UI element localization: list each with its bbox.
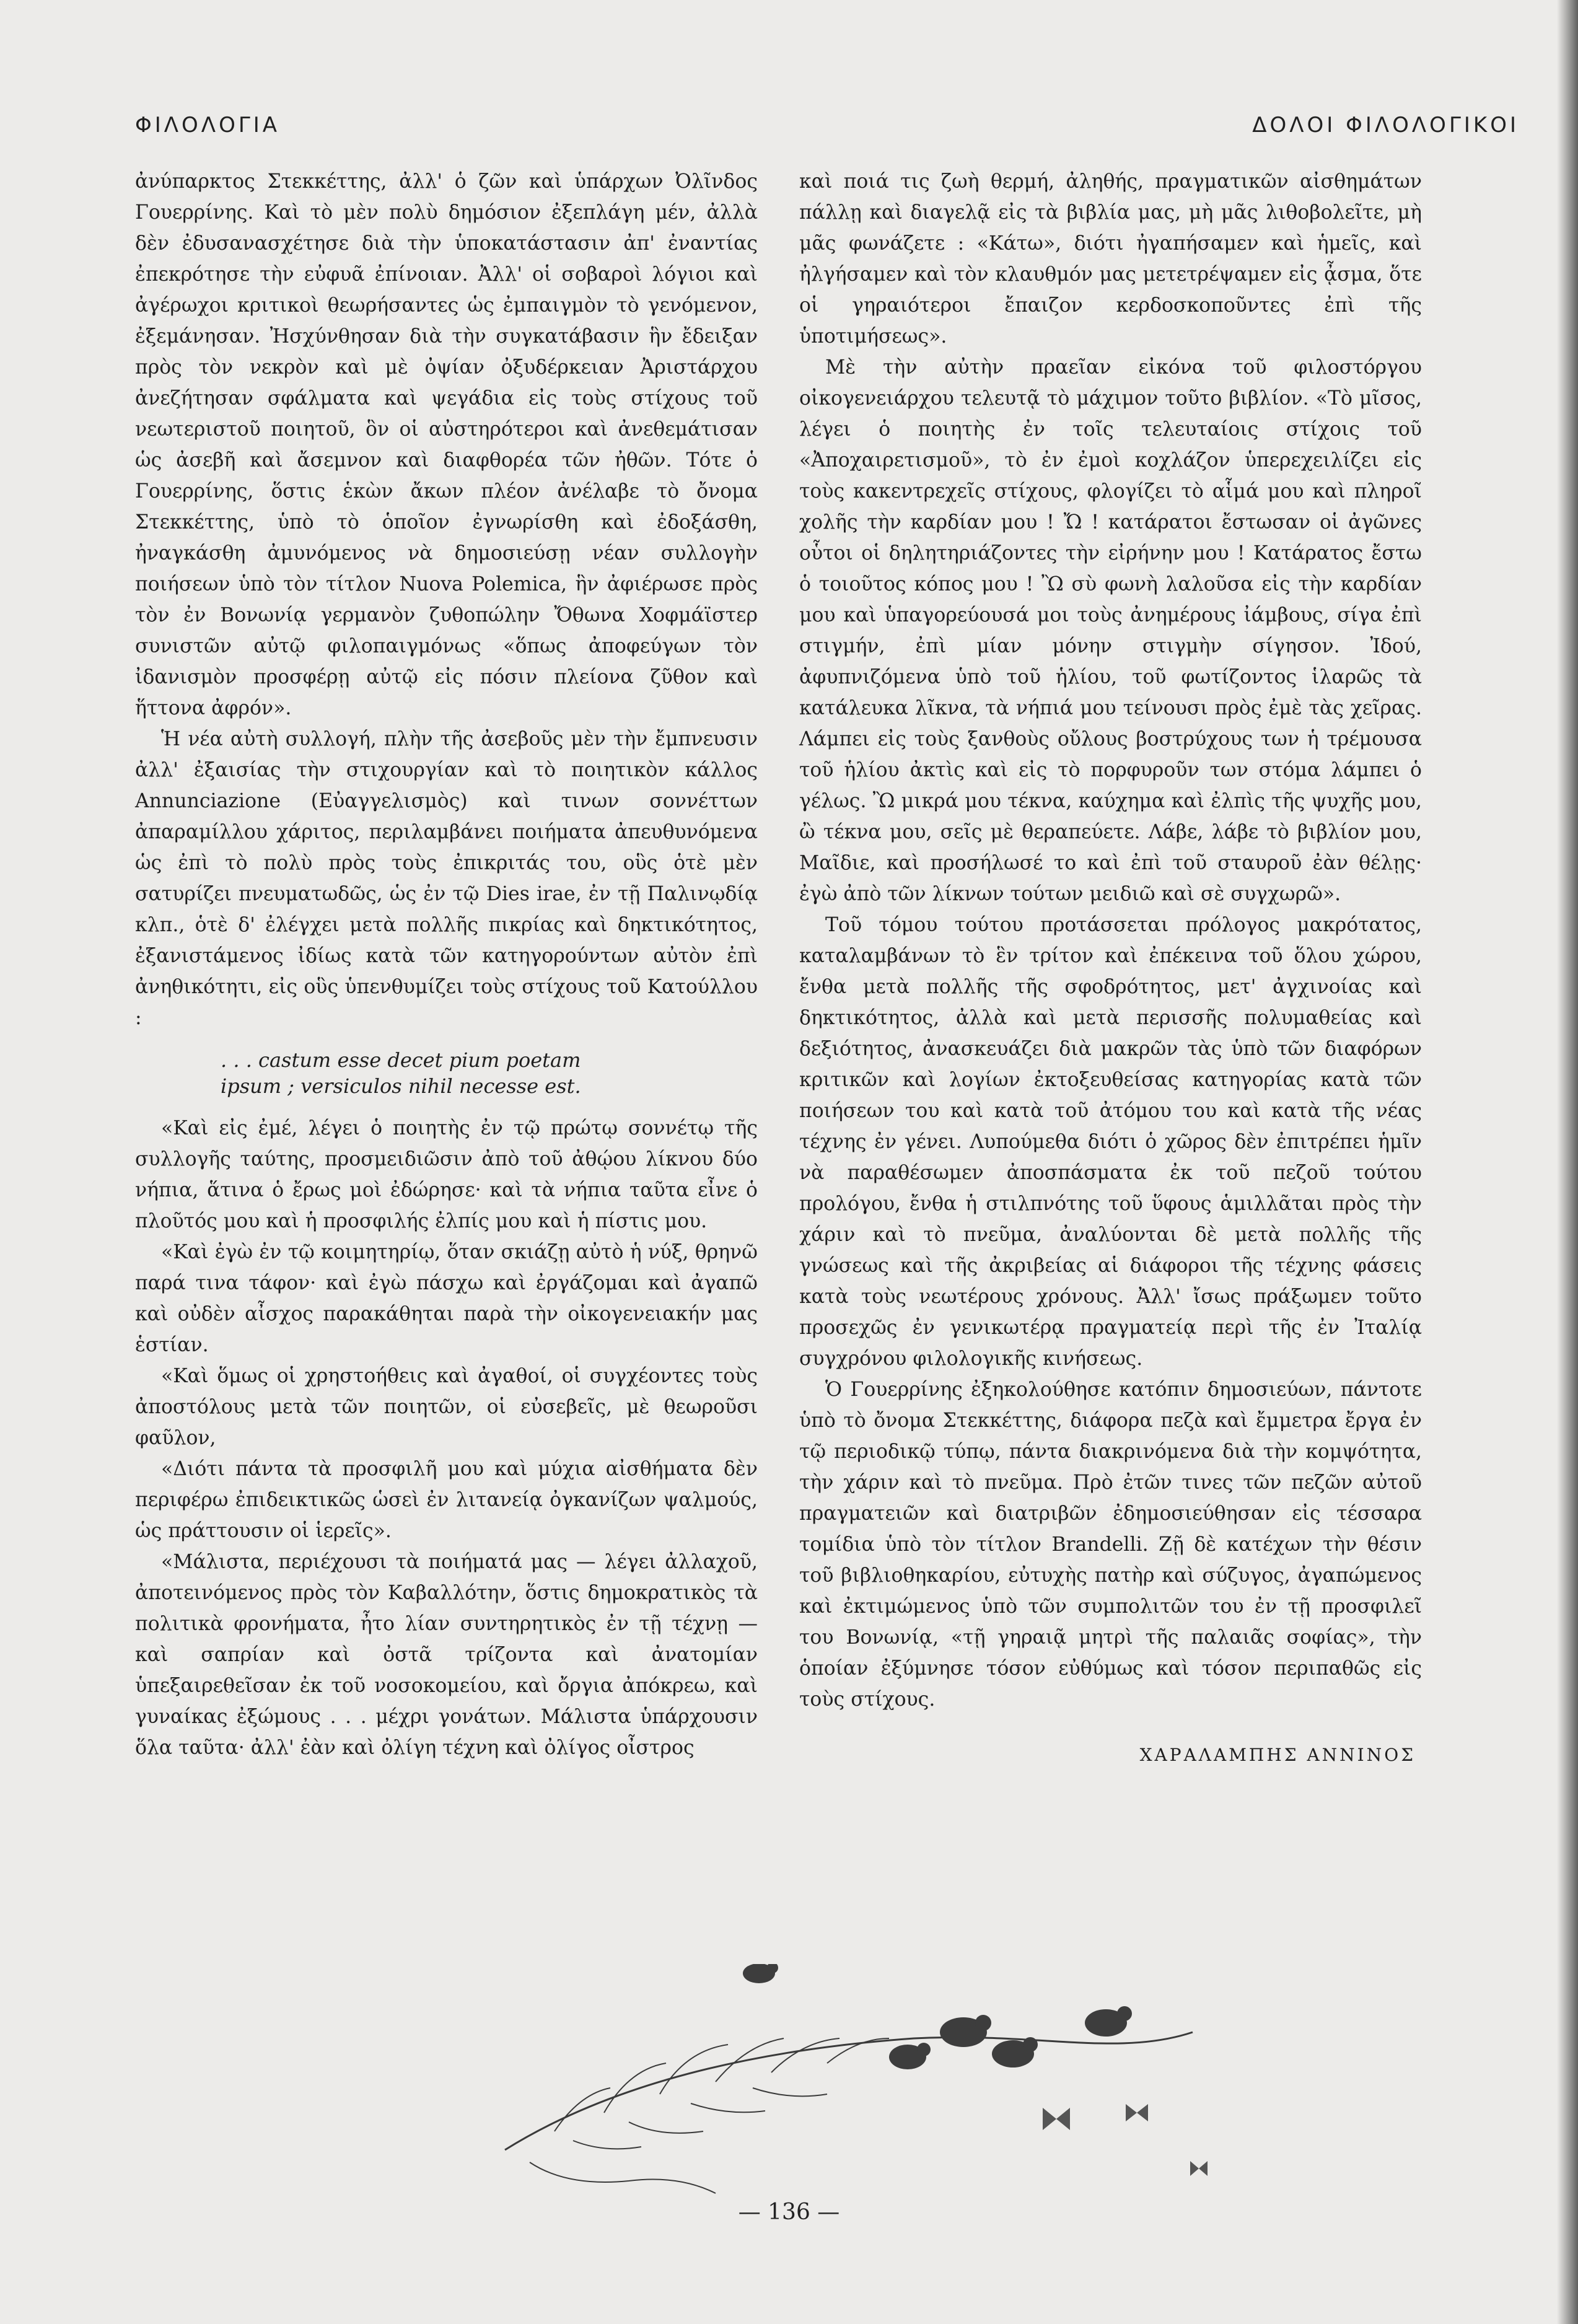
running-head-right: ΔΟΛΟΙ ΦΙΛΟΛΟΓΙΚΟΙ [1252,113,1519,138]
paragraph: Ἡ νέα αὐτὴ συλλογή, πλὴν τῆς ἀσεβοῦς μὲν τὴν ἔμπνευσιν ἀλλ' ἐξαισίας τὴν στιχουργίαν καὶ τὸ ποιητικὸν κάλλος Annunciazione (Εὐαγγελισμὸς) καὶ τινων σοννέττων ἀπαραμίλλου χάριτος, περιλαμβάνει ποιήματα ἀπευθυνόμενα ὡς ἐπὶ τὸ πολὺ πρὸς τοὺς ἐπικριτάς του, οὓς ὁτὲ μὲν σατυρίζει πνευματωδῶς, ὡς ἐν τῷ Dies irae, ἐν τῇ Παλινῳδίᾳ κλπ., ὁτὲ δ' ἐλέγχει μετὰ πολλῆς πικρίας καὶ δηκτικότητος, ἐξανιστάμενος ἰδίως κατὰ τῶν κατηγορούντων αὐτὸν ἐπὶ ἀνηθικότητι, εἰς οὓς ὑπενθυμίζει τοὺς στίχους τοῦ Κατούλλου : [135,728,758,1029]
paragraph: «Καὶ ἐγὼ ἐν τῷ κοιμητηρίῳ, ὅταν σκιάζῃ αὐτὸ ἡ νύξ, θρηνῶ παρά τινα τάφον· καὶ ἐγὼ πάσχω καὶ ἐργάζομαι καὶ ἀγαπῶ καὶ οὐδὲν αἶσχος παρακάθηται παρὰ τὴν οἰκογενειακήν μας ἑστίαν. [135,1241,758,1356]
quill-feather-barbs-lower [573,2088,827,2149]
page-number: — 136 — [738,2199,840,2225]
paragraph: Τοῦ τόμου τούτου προτάσσεται πρόλογος μακρότατος, καταλαμβάνων τὸ ἓν τρίτον καὶ ἐπέκεινα τοῦ ὅλου χώρου, ἔνθα μετὰ πολλῆς τῆς σφοδρότητος, μετ' ἀγχινοίας καὶ δηκτικότητος, ἀλλὰ καὶ μετὰ περισσῆς πολυμαθείας καὶ δεξιότητος, ἀνασκευάζει διὰ μακρῶν τὰς ὑπὸ τῶν διαφόρων κριτικῶν καὶ λογίων ἐκτοξευθείσας κατηγορίας κατὰ τῶν ποιήσεων του καὶ κατὰ τοῦ ἀτόμου του καὶ κατὰ τῆς νέας τέχνης ἐν γένει. Λυπούμεθα διότι ὁ χῶρος δὲν ἐπιτρέπει ἡμῖν νὰ παραθέσωμεν ἀποσπάσματα ἐκ τοῦ πεζοῦ τούτου προλόγου, ἔνθα ἡ στιλπνότης τοῦ ὕφους ἁμιλλᾶται πρὸς τὴν χάριν καὶ τὸ πνεῦμα, ἀναλύονται δὲ μετὰ πολλῆς τῆς γνώσεως καὶ τῆς ἀκριβείας αἱ διάφοροι τῆς τέχνης φάσεις κατὰ τοὺς νεωτέρους χρόνους. Ἀλλ' ἴσως πράξωμεν τοῦτο προσεχῶς ἐν γενικωτέρᾳ πραγματείᾳ περὶ τῆς ἐν Ἰταλίᾳ συγχρόνου φιλολογικῆς κινήσεως. [799,914,1422,1370]
paragraph: Μὲ τὴν αὐτὴν πραεῖαν εἰκόνα τοῦ φιλοστόργου οἰκογενειάρχου τελευτᾷ τὸ μάχιμον τοῦτο βιβλίον. «Τὸ μῖσος, λέγει ὁ ποιητὴς ἐν τοῖς τελευταίοις στίχοις τοῦ «Ἀποχαιρετισμοῦ», τὸ ἐν ἐμοὶ κοχλάζον ὑπερεχειλίζει εἰς τοὺς κακεντρεχεῖς στίχους, φλογίζει τὸ αἷμά μου καὶ πληροῖ χολῆς τὴν καρδίαν μου ! Ὤ ! κατάρατοι ἔστωσαν οἱ ἀγῶνες οὗτοι οἱ δηλητηριάζοντες τὴν εἰρήνην μου ! Κατάρατος ἔστω ὁ τοιοῦτος κόπος μου ! Ὢ σὺ φωνὴ λαλοῦσα εἰς τὴν καρδίαν μου καὶ ὑπαγορεύουσά μοι τοὺς ἀνημέρους ἰάμβους, σίγα ἐπὶ στιγμήν, ἐπὶ μίαν μόνην στιγμὴν σίγησον. Ἰδού, ἀφυπνιζόμενα ὑπὸ τοῦ ἡλίου, τοῦ φωτίζοντος ἱλαρῶς τὰ κατάλευκα λῖκνα, τὰ νήπιά μου τείνουσι πρὸς ἐμὲ τὰς χεῖρας. Λάμπει εἰς τοὺς ξανθοὺς οὔλους βοστρύχους των ἡ τρέμουσα τοῦ ἡλίου ἀκτὶς καὶ εἰς τὸ πορφυροῦν των στόμα λάμπει ὁ γέλως. Ὢ μικρά μου τέκνα, καύχημα καὶ ἐλπὶς τῆς ψυχῆς μου, ὢ τέκνα μου, σεῖς μὲ θεραπεύετε. Λάβε, λάβε τὸ βιβλίον μου, Μαῖδιε, καὶ προσήλωσέ το καὶ ἐπὶ τοῦ σταυροῦ ἐὰν θέλῃς· ἐγὼ ἀπὸ τῶν λίκνων τούτων μειδιῶ καὶ σὲ συγχωρῶ». [799,356,1422,905]
butterfly [1043,2108,1070,2130]
paragraph: «Καὶ εἰς ἐμέ, λέγει ὁ ποιητὴς ἐν τῷ πρώτῳ σοννέτῳ τῆς συλλογῆς ταύτης, προσμειδιῶσιν ἀπὸ τοῦ ἀθῴου λίκνου δύο νήπια, ἅτινα ὁ ἔρως μοὶ ἐδώρησε· καὶ τὰ νήπια ταῦτα εἶνε ὁ πλοῦτός μου καὶ ἡ προσφιλής ἐλπίς μου καὶ ἡ πίστις μου. [135,1117,758,1232]
running-head-left: ΦΙΛΟΛΟΓΙΑ [135,113,281,138]
paragraph: «Μάλιστα, περιέχουσι τὰ ποιήματά μας — λέγει ἀλλαχοῦ, ἀποτεινόμενος πρὸς τὸν Καβαλλότην, ὅστις δημοκρατικὸς τὰ πολιτικὰ φρονήματα, ἦτο λίαν συντηρητικὸς ἐν τῇ τέχνῃ — καὶ σαπρίαν καὶ ὀστᾶ τρίζοντα καὶ ἀνατομίαν ὑπεξαιρεθεῖσαν ἐκ τοῦ νοσοκομείου, καὶ ὄργια ἀπόκρεω, καὶ γυναίκας ἐξώμους . . . μέχρι γονάτων. Μάλιστα ὑπάρχουσιν ὅλα ταῦτα· ἀλλ' ἐὰν καὶ ὀλίγη τέχνη καὶ ὀλίγος οἶστρος [135,1551,758,1759]
quill-feather-barbs [554,2038,889,2131]
quill-feather [505,2032,1193,2150]
author-signature: ΧΑΡΑΛΑΜΠΗΣ ΑΝΝΙΝΟΣ [1139,1745,1416,1765]
butterfly [1190,2161,1208,2176]
left-column [135,166,758,1763]
quote-line: ipsum ; versiculos nihil necesse est. [221,1074,581,1098]
quote-line: . . . castum esse decet pium poetam [221,1048,581,1072]
paragraph: Ὁ Γουερρίνης ἐξηκολούθησε κατόπιν δημοσιεύων, πάντοτε ὑπὸ τὸ ὄνομα Στεκκέττης, διάφορα πεζὰ καὶ ἔμμετρα ἔργα ἐν τῷ περιοδικῷ τύπῳ, πάντα διακρινόμενα διὰ τὴν κομψότητα, τὴν χάριν καὶ τὸ πνεῦμα. Πρὸ ἐτῶν τινες τῶν πεζῶν αὐτοῦ πραγματειῶν καὶ διατριβῶν ἐδημοσιεύθησαν εἰς τέσσαρα τομίδια ὑπὸ τὸν τίτλον Brandelli. Ζῇ δὲ κατέχων τὴν θέσιν τοῦ βιβλιοθηκαρίου, εὐτυχὴς πατὴρ καὶ σύζυγος, ἀγαπώμενος καὶ ἐκτιμώμενος ὑπὸ τῶν συμπολιτῶν του ἐν τῇ προσφιλεῖ του Βονωνίᾳ, «τῇ γηραιᾷ μητρὶ τῆς παλαιᾶς σοφίας», τὴν ὁποίαν ἐξύμνησε τόσον εὐθύμως καὶ τόσον περιπαθῶς εἰς τοὺς στίχους. [799,1379,1422,1711]
latin-quote [221,1047,758,1099]
right-column [799,166,1422,1771]
paragraph: καὶ ποιά τις ζωὴ θερμή, ἀληθής, πραγματικῶν αἰσθημάτων πάλλῃ καὶ διαγελᾷ εἰς τὰ βιβλία μας, μὴ μᾶς λιθοβολεῖτε, μὴ μᾶς φωνάζετε : «Κάτω», διότι ἠγαπήσαμεν καὶ ἡμεῖς, καὶ ἠλγήσαμεν καὶ τὸν κλαυθμόν μας μετετρέψαμεν εἰς ᾆσμα, ὅτε οἱ γηραιότεροι ἔπαιζον κερδοσκοποῦντες ἐπὶ τῆς ὑποτιμήσεως». [799,170,1422,348]
butterfly [1126,2104,1148,2121]
leaf-sprig [530,2162,716,2193]
page-binding-shadow [1557,0,1578,2324]
paragraph: «Διότι πάντα τὰ προσφιλῆ μου καὶ μύχια αἰσθήματα δὲν περιφέρω ἐπιδεικτικῶς ὡσεὶ ἐν λιτανείᾳ ὀγκανίζων ψαλμούς, ὡς πράττουσιν οἱ ἱερεῖς». [135,1458,758,1542]
paragraph: ἀνύπαρκτος Στεκκέττης, ἀλλ' ὁ ζῶν καὶ ὑπάρχων Ὀλῖνδος Γουερρίνης. Καὶ τὸ μὲν πολὺ δημόσιον ἐξεπλάγη μέν, ἀλλὰ δὲν ἐδυσανασχέτησε διὰ τὴν ὑποκατάστασιν ἀπ' ἐναντίας ἐπεκρότησε τὴν εὐφυᾶ ἐπίνοιαν. Ἀλλ' οἱ σοβαροὶ λόγιοι καὶ ἀγέρωχοι κριτικοὶ θεωρήσαντες ὡς ἐμπαιγμὸν τὸ γενόμενον, ἐξεμάνησαν. Ἠσχύνθησαν διὰ τὴν συγκατάβασιν ἣν ἔδειξαν πρὸς τὸν νεκρὸν καὶ μὲ ὀψίαν ὀξυδέρκειαν Ἀριστάρχου ἀνεζήτησαν σφάλματα καὶ ψεγάδια εἰς τοὺς στίχους τοῦ νεωτεριστοῦ ποιητοῦ, ὃν οἱ αὐστηρότεροι καὶ ἀνεθεμάτισαν ὡς ἀσεβῆ καὶ ἄσεμνον καὶ διαφθορέα τῶν ἠθῶν. Τότε ὁ Γουερρίνης, ὅστις ἑκὼν ἄκων πλέον ἀνέλαβε τὸ ὄνομα Στεκκέττης, ὑπὸ τὸ ὁποῖον ἐγνωρίσθη καὶ ἐδοξάσθη, ἠναγκάσθη ἀμυνόμενος νὰ δημοσιεύσῃ νέαν συλλογὴν ποιήσεων ὑπὸ τὸν τίτλον Nuova Polemica, ἣν ἀφιέρωσε πρὸς τὸν ἐν Βονωνίᾳ γερμανὸν ζυθοπώλην Ὄθωνα Χοφμάϊστερ συνιστῶν αὐτῷ φιλοπαιγμόνως «ὅπως ἀποφεύγων τὸν ἰδανισμὸν προσφέρῃ αὐτῷ εἰς πόσιν πλείονα ζῦθον καὶ ἥττονα ἀφρόν». [135,170,758,719]
birds-feather-vignette [480,1964,1217,2224]
paragraph: «Καὶ ὅμως οἱ χρηστοήθεις καὶ ἀγαθοί, οἱ συγχέοντες τοὺς ἀποστόλους μετὰ τῶν ποιητῶν, οἱ εὐσεβεῖς, μὲ θεωροῦσι φαῦλον, [135,1365,758,1449]
